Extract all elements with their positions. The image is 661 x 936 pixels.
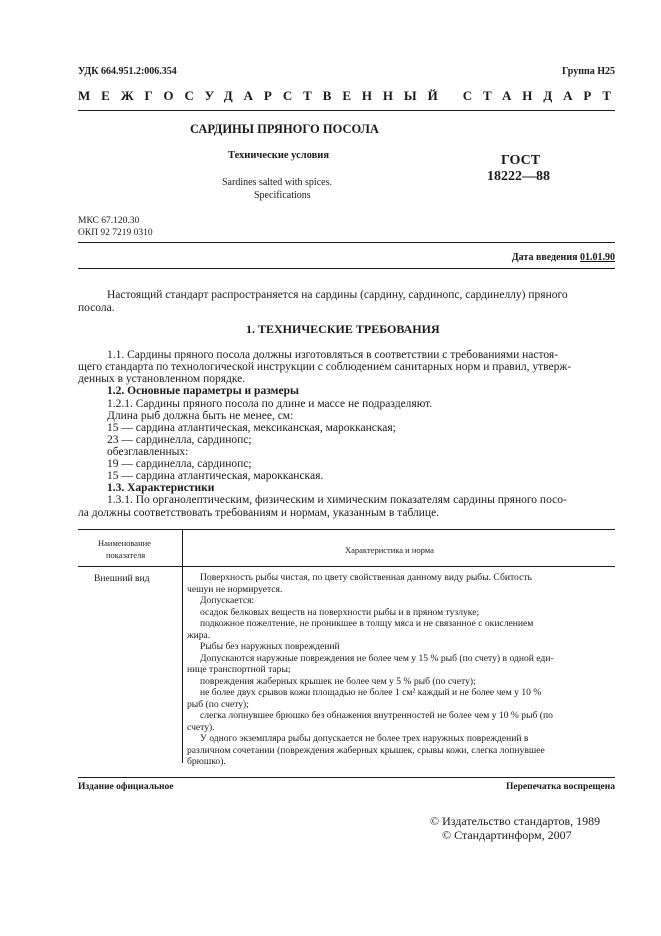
- row1-indicator: Внешний вид: [94, 573, 150, 584]
- p131-line-1: 1.3.1. По органолептическим, физическим и химическим показателям сардины пряного посо-: [107, 494, 567, 506]
- row1-line: брюшко).: [187, 756, 226, 767]
- row1-line: слегка лопнувшее брюшко без обнажения внутренностей не более чем у 10 % рыб (по: [200, 710, 553, 721]
- interstate-standard-banner: МЕЖГОСУДАРСТВЕННЫЙ СТАНДАРТ: [78, 88, 622, 103]
- okp-code: ОКП 92 7219 0310: [78, 228, 153, 238]
- p131-line-2: ла должны соответствовать требованиям и нормам, указанным в таблице.: [78, 507, 440, 519]
- intro-date: [512, 252, 615, 263]
- p121: 1.2.1. Сардины пряного посола по длине и массе не подразделяют.: [107, 398, 433, 410]
- section-1-heading: 1. ТЕХНИЧЕСКИЕ ТРЕБОВАНИЯ: [246, 322, 440, 336]
- table-column-divider: [182, 529, 183, 763]
- row1-line: жира.: [187, 630, 211, 641]
- p11-line-3: денных в установленном порядке.: [78, 373, 246, 385]
- p11-line-1: 1.1. Сардины пряного посола должны изготовляться в соответствии с требованиями настоя-: [107, 349, 559, 361]
- row1-line: Рыбы без наружных повреждений: [200, 641, 340, 652]
- row1-line: Допускаются наружные повреждения не более чем у 15 % рыб (по счету) в одной еди-: [200, 653, 554, 664]
- copyright-2007: © Стандартинформ, 2007: [442, 828, 572, 842]
- intro-date-label: Дата введения: [511, 252, 578, 263]
- intro-date-value: 01.01.90: [580, 252, 615, 263]
- row1-line: чешуи не нормируется.: [187, 584, 283, 595]
- row1-line: счету).: [187, 722, 215, 733]
- col1-header-line-1: Наименование: [98, 538, 151, 548]
- group-code: Группа Н25: [562, 66, 615, 77]
- reprint-prohibited: Перепечатка воспрещена: [505, 782, 615, 792]
- row1-line: осадок белковых веществ на поверхности рыбы и в пряном тузлуке;: [200, 607, 480, 618]
- official-edition: Издание официальное: [78, 782, 174, 792]
- title-block-rule: [78, 242, 615, 243]
- gost-label: ГОСТ: [501, 153, 541, 168]
- col2-header: Характеристика и норма: [345, 545, 434, 555]
- table-top-rule: [78, 529, 615, 530]
- h13-heading: 1.3. Характеристики: [107, 482, 215, 494]
- row1-line: Допускается:: [200, 595, 255, 606]
- row1-line: У одного экземпляра рыбы допускается не более трех наружных повреждений в: [200, 733, 529, 744]
- length-intro: Длина рыб должна быть не менее, см:: [107, 410, 294, 422]
- header-rule: [78, 110, 615, 111]
- col1-header-line-2: показателя: [106, 550, 146, 560]
- preamble-line-2: посола.: [78, 302, 115, 314]
- row1-line: повреждения жаберных крышек не более чем у 5 % рыб (по счету);: [200, 676, 476, 687]
- row1-line: рыб (по счету);: [187, 699, 249, 710]
- english-subtitle: Specifications: [254, 190, 311, 201]
- length-item-2: 23 — сардинелла, сардинопс;: [107, 434, 252, 446]
- table-header-rule: [78, 566, 615, 567]
- preamble-line-1: Настоящий стандарт распространяется на сардины (сардину, сардинопс, сардинеллу) пряного: [107, 289, 568, 301]
- row1-line: подкожное пожелтение, не проникшее в толщу мяса и не связанное с окислением: [200, 618, 534, 629]
- row1-line: различном сочетании (повреждения жаберных крышек, срывы кожи, слегка лопнувшее: [187, 745, 545, 756]
- document-title: САРДИНЫ ПРЯНОГО ПОСОЛА: [190, 122, 379, 136]
- p11-line-2: щего стандарта по технологической инструкции с соблюдением санитарных норм и правил, утверж-: [78, 361, 572, 373]
- document-subtitle: Технические условия: [228, 150, 330, 161]
- length-item-3: обезглавленных:: [107, 446, 189, 458]
- length-item-5: 15 — сардина атлантическая, марокканская.: [107, 470, 324, 482]
- row1-line: нице транспортной тары;: [187, 664, 291, 675]
- h12-heading: 1.2. Основные параметры и размеры: [107, 385, 299, 397]
- udk-code: УДК 664.951.2:006.354: [78, 66, 177, 77]
- english-title: Sardines salted with spices.: [222, 177, 332, 188]
- gost-number: 18222—88: [487, 169, 550, 184]
- row1-line: не более двух срывов кожи площадью не более 1 см² каждый и не более чем у 10 %: [200, 687, 542, 698]
- mks-code: МКС 67.120.30: [78, 216, 140, 226]
- length-item-1: 15 — сардина атлантическая, мексиканская, марокканская;: [107, 422, 396, 434]
- date-rule: [78, 268, 615, 269]
- row1-line: Поверхность рыбы чистая, по цвету свойственная данному виду рыбы. Сбитость: [200, 572, 532, 583]
- length-item-4: 19 — сардинелла, сардинопс;: [107, 458, 252, 470]
- copyright-1989: © Издательство стандартов, 1989: [430, 814, 601, 828]
- footer-rule: [78, 777, 615, 778]
